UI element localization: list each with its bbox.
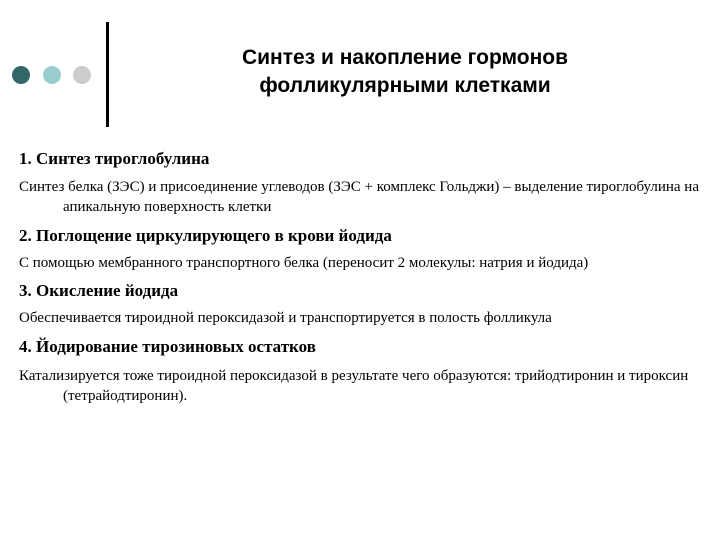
slide-title-line-1: Синтез и накопление гормонов [241,46,569,69]
section-text: Обеспечивается тироидной пероксидазой и транспортируется в полость фолликула [19,310,552,326]
section-heading: 3. Окисление йодида [19,281,179,300]
section-heading: 2. Поглощение циркулирующего в крови йодида [19,226,392,245]
slide-title-line-2: фолликулярными клетками [259,74,551,97]
section-heading: 4. Йодирование тирозиновых остатков [19,337,316,356]
decor-dot-dark [12,66,30,84]
section-heading: 1. Синтез тироглобулина [19,149,210,168]
vertical-divider [106,22,109,127]
slide-title [170,44,640,100]
section-text: С помощью мембранного транспортного белка (переносит 2 молекулы: натрия и йодида) [19,255,589,271]
slide-content [19,146,713,406]
decor-dot-light [43,66,61,84]
section-text: Катализируется тоже тироидной пероксидазой в результате чего образуются: трийодтиронин и тироксин (тетрайодтиронин). [19,368,689,404]
section-text: Синтез белка (ЗЭС) и присоединение углеводов (ЗЭС + комплекс Гольджи) – выделение тироглобулина на апикальную поверхность клетки [19,179,699,215]
decor-dot-gray [73,66,91,84]
